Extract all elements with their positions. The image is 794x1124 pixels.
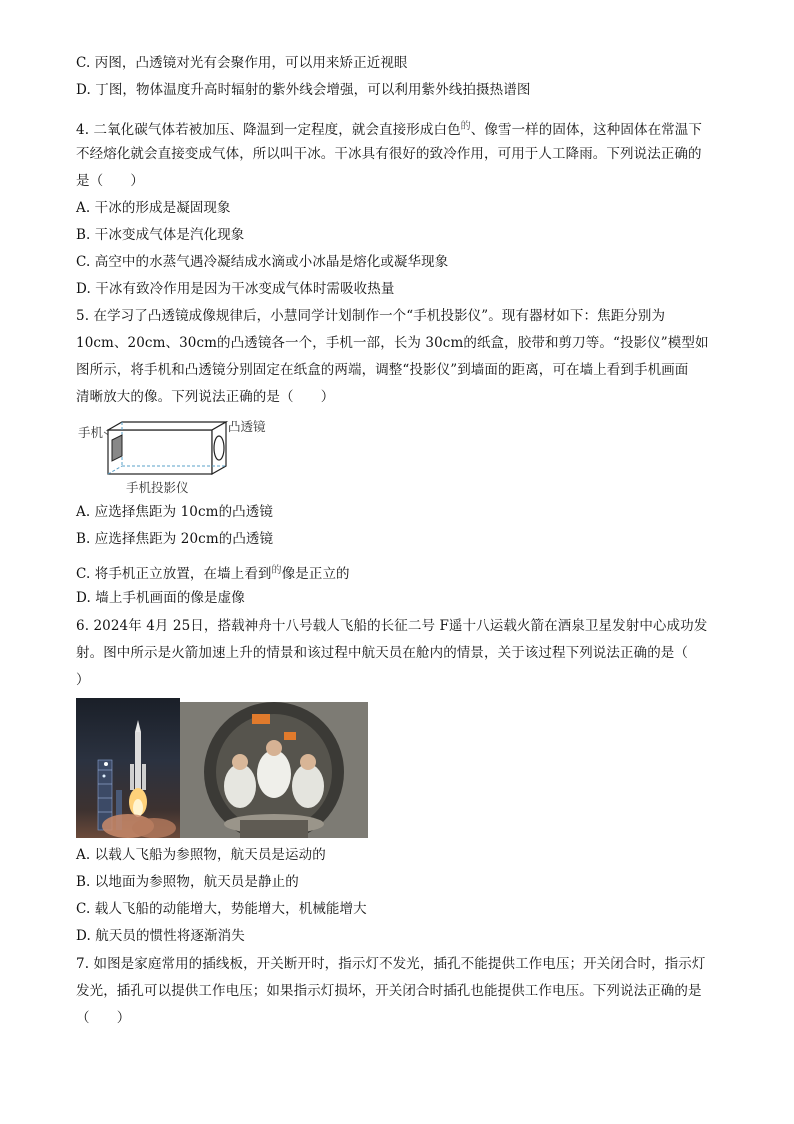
option-6D: D. 航天员的惯性将逐渐消失 bbox=[76, 928, 245, 944]
question-6-line1: 6. 2024年 4月 25日，搭载神舟十八号载人飞船的长征二号 F遥十八运载火箭在酒泉卫星发射中心成功发 bbox=[76, 618, 708, 634]
phone-label: 手机 bbox=[78, 425, 104, 440]
option-6B: B. 以地面为参照物，航天员是静止的 bbox=[76, 874, 299, 890]
option-6A: A. 以载人飞船为参照物，航天员是运动的 bbox=[76, 847, 326, 863]
question-7-line2: 发光，插孔可以提供工作电压；如果指示灯损坏，开关闭合时插孔也能提供工作电压。下列说法正确的是 bbox=[76, 983, 702, 999]
option-3D: D. 丁图，物体温度升高时辐射的紫外线会增强，可以利用紫外线拍摄热谱图 bbox=[76, 82, 531, 98]
lens-shape bbox=[214, 436, 224, 460]
option-4C: C. 高空中的水蒸气遇冷凝结成水滴或小冰晶是熔化或凝华现象 bbox=[76, 254, 449, 270]
option-6C: C. 载人飞船的动能增大，势能增大，机械能增大 bbox=[76, 901, 367, 917]
option-5D: D. 墙上手机画面的像是虚像 bbox=[76, 590, 245, 606]
lens-label: 凸透镜 bbox=[228, 419, 266, 434]
question-6-line3: ） bbox=[76, 672, 90, 688]
question-5-line2: 10cm、20cm、30cm的凸透镜各一个，手机一部，长为 30cm的纸盒，胶带和剪刀等。“投影仪”模型如 bbox=[76, 335, 709, 351]
q5C-sup: 的 bbox=[271, 565, 282, 576]
box-body bbox=[108, 430, 212, 474]
option-5A: A. 应选择焦距为 10cm的凸透镜 bbox=[76, 504, 273, 520]
phone-shape bbox=[112, 435, 122, 461]
q4-sup: 的 bbox=[460, 121, 471, 132]
question-5-line3: 图所示，将手机和凸透镜分别固定在纸盒的两端，调整“投影仪”到墙面的距离，可在墙上看到手机画面 bbox=[76, 362, 689, 378]
question-4-line2: 不经熔化就会直接变成气体，所以叫干冰。干冰具有很好的致冷作用，可用于人工降雨。下列说法正确的 bbox=[76, 146, 702, 162]
phone-projector-figure bbox=[76, 414, 286, 498]
q4-text-a: 4. 二氧化碳气体若被加压、降温到一定程度，就会直接形成白色 bbox=[76, 122, 461, 138]
question-7-line1: 7. 如图是家庭常用的插线板，开关断开时，指示灯不发光，插孔不能提供工作电压；开关闭合时，指示灯 bbox=[76, 956, 706, 972]
option-5B: B. 应选择焦距为 20cm的凸透镜 bbox=[76, 531, 274, 547]
q5C-text-b: 像是正立的 bbox=[281, 566, 350, 582]
astronauts-cabin-photo bbox=[180, 702, 368, 838]
q5C-text-a: C. 将手机正立放置，在墙上看到 bbox=[76, 566, 272, 582]
rocket-launch-photo bbox=[76, 698, 180, 838]
option-4D: D. 干冰有致冷作用是因为干冰变成气体时需吸收热量 bbox=[76, 281, 395, 297]
option-5C bbox=[76, 562, 350, 583]
question-4-line1 bbox=[76, 118, 702, 139]
question-6-line2: 射。图中所示是火箭加速上升的情景和该过程中航天员在舱内的情景，关于该过程下列说法正确的是（ bbox=[76, 645, 688, 661]
option-4B: B. 干冰变成气体是汽化现象 bbox=[76, 227, 245, 243]
question-5-line1: 5. 在学习了凸透镜成像规律后，小慧同学计划制作一个“手机投影仪”。现有器材如下：焦距分别为 bbox=[76, 308, 666, 324]
option-4A: A. 干冰的形成是凝固现象 bbox=[76, 200, 231, 216]
figure-caption: 手机投影仪 bbox=[126, 480, 189, 495]
question-5-line4: 清晰放大的像。下列说法正确的是（ ） bbox=[76, 389, 335, 405]
option-3C: C. 丙图，凸透镜对光有会聚作用，可以用来矫正近视眼 bbox=[76, 55, 408, 71]
question-4-line3: 是（ ） bbox=[76, 173, 144, 189]
question-7-line3: （ ） bbox=[76, 1010, 131, 1026]
q4-text-b: 、像雪一样的固体，这种固体在常温下 bbox=[470, 122, 702, 138]
